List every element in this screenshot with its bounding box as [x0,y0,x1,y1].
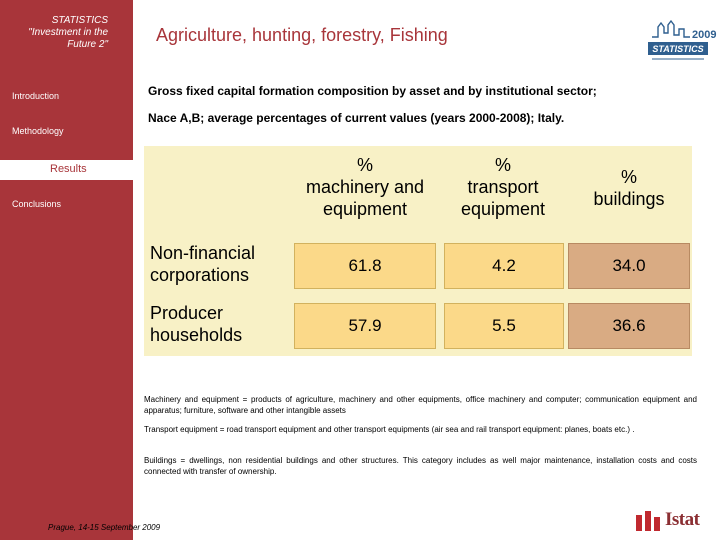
column-header-machinery [290,154,440,220]
footer-text: Prague, 14-15 September 2009 [48,523,161,532]
column-header-line: % [620,167,637,187]
column-header-transport [440,154,566,220]
sidebar-title-line: STATISTICS [51,15,108,26]
sidebar [0,0,133,540]
sidebar-item-label: Results [50,163,87,175]
sidebar-title [4,15,108,51]
istat-mark-icon [636,511,660,531]
table-cell: 5.5 [444,303,564,349]
column-header-buildings [566,166,692,210]
page-title: Agriculture, hunting, forestry, Fishing [156,25,448,45]
data-table [144,146,692,356]
column-header-line: equipment [460,199,546,219]
column-header-line: buildings [593,189,665,209]
column-header-line: % [356,155,373,175]
sidebar-item-methodology[interactable]: Methodology [12,126,64,136]
istat-logo [636,509,710,533]
skyline-graphic [652,21,690,37]
istat-logo-text: Istat [665,509,700,530]
logo-year: 2009 [692,29,717,41]
sidebar-item-results[interactable] [0,160,133,180]
column-header-line: equipment [322,199,408,219]
column-header-line: % [494,155,511,175]
table-cell: 4.2 [444,243,564,289]
subtitle-line-1: Gross fixed capital formation composition by asset and by institutional sector; [148,84,597,98]
subtitle-line-2: Nace A,B; average percentages of current values (years 2000-2008); Italy. [148,111,565,125]
row-label-producer-households [150,302,242,346]
column-header-line: transport [467,177,539,197]
table-cell: 34.0 [568,243,690,289]
column-header-line: machinery and [305,177,425,197]
table-cell: 36.6 [568,303,690,349]
row-label-line: Non-financial [150,243,256,263]
note-transport: Transport equipment = road transport equipment and other transport equipments (air sea and rail transport equipment: planes, boats etc.) . [144,425,635,434]
row-label-line: Producer [150,303,224,323]
note-machinery: Machinery and equipment = products of agriculture, machinery and other equipments, office machinery and computer; communication equipment and apparatus; furniture, software and other intangible assets [144,395,697,415]
row-label-line: households [150,325,243,345]
sidebar-title-line: Future 2" [67,39,108,50]
conference-logo [646,15,717,65]
note-buildings: Buildings = dwellings, non residential buildings and other structures. This category includes as well major maintenance, installation costs and costs connected with transfer of ownership. [144,456,697,476]
table-cell: 57.9 [294,303,436,349]
sidebar-item-conclusions[interactable]: Conclusions [12,199,62,209]
sidebar-title-line: "Investment in the [28,27,108,38]
logo-word: STATISTICS [652,44,704,54]
sidebar-item-introduction[interactable]: Introduction [12,91,60,101]
table-cell: 61.8 [294,243,436,289]
row-label-non-financial [150,242,255,286]
row-label-line: corporations [150,265,250,285]
